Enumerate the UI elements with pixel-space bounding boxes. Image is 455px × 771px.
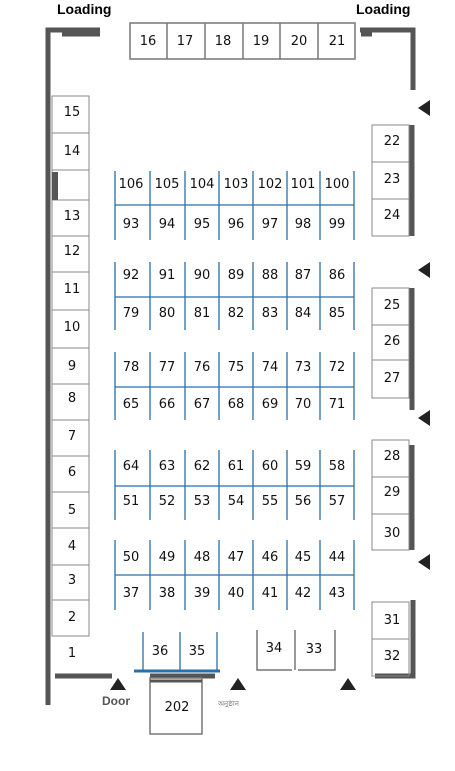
booth-98[interactable]: 98: [294, 217, 312, 232]
entrance-small-label: অনুষ্ঠান: [218, 700, 240, 708]
booth-39[interactable]: 39: [193, 586, 211, 601]
booth-57[interactable]: 57: [328, 494, 346, 509]
booth-10[interactable]: 10: [63, 320, 81, 335]
booth-54[interactable]: 54: [227, 494, 245, 509]
booth-32[interactable]: 32: [383, 649, 401, 664]
booth-58[interactable]: 58: [328, 459, 346, 474]
booth-101[interactable]: 101: [290, 177, 316, 192]
booth-87[interactable]: 87: [294, 268, 312, 283]
booth-24[interactable]: 24: [383, 208, 401, 223]
booth-100[interactable]: 100: [324, 177, 350, 192]
booth-14[interactable]: 14: [63, 144, 81, 159]
booth-27[interactable]: 27: [383, 371, 401, 386]
booth-42[interactable]: 42: [294, 586, 312, 601]
booth-34[interactable]: 34: [265, 641, 283, 656]
booth-76[interactable]: 76: [193, 360, 211, 375]
booth-16[interactable]: 16: [139, 34, 157, 49]
booth-22[interactable]: 22: [383, 134, 401, 149]
booth-63[interactable]: 63: [158, 459, 176, 474]
booth-52[interactable]: 52: [158, 494, 176, 509]
booth-88[interactable]: 88: [261, 268, 279, 283]
booth-82[interactable]: 82: [227, 306, 245, 321]
booth-28[interactable]: 28: [383, 449, 401, 464]
booth-51[interactable]: 51: [122, 494, 140, 509]
booth-8[interactable]: 8: [67, 391, 77, 406]
booth-69[interactable]: 69: [261, 397, 279, 412]
loading-label-right: Loading: [356, 1, 411, 17]
booth-18[interactable]: 18: [214, 34, 232, 49]
booth-61[interactable]: 61: [227, 459, 245, 474]
booth-3[interactable]: 3: [67, 573, 77, 588]
booth-60[interactable]: 60: [261, 459, 279, 474]
booth-23[interactable]: 23: [383, 172, 401, 187]
booth-55[interactable]: 55: [261, 494, 279, 509]
booth-49[interactable]: 49: [158, 550, 176, 565]
booth-103[interactable]: 103: [223, 177, 249, 192]
booth-95[interactable]: 95: [193, 217, 211, 232]
booth-59[interactable]: 59: [294, 459, 312, 474]
booth-5[interactable]: 5: [67, 503, 77, 518]
booth-9[interactable]: 9: [67, 359, 77, 374]
booth-80[interactable]: 80: [158, 306, 176, 321]
booth-85[interactable]: 85: [328, 306, 346, 321]
booth-106[interactable]: 106: [118, 177, 144, 192]
booth-56[interactable]: 56: [294, 494, 312, 509]
booth-29[interactable]: 29: [383, 485, 401, 500]
booth-74[interactable]: 74: [261, 360, 279, 375]
booth-19[interactable]: 19: [252, 34, 270, 49]
booth-47[interactable]: 47: [227, 550, 245, 565]
booth-73[interactable]: 73: [294, 360, 312, 375]
booth-81[interactable]: 81: [193, 306, 211, 321]
booth-78[interactable]: 78: [122, 360, 140, 375]
booth-4[interactable]: 4: [67, 539, 77, 554]
booth-64[interactable]: 64: [122, 459, 140, 474]
booth-97[interactable]: 97: [261, 217, 279, 232]
booth-25[interactable]: 25: [383, 298, 401, 313]
booth-35[interactable]: 35: [188, 644, 206, 659]
booth-202[interactable]: 202: [164, 700, 190, 715]
booth-46[interactable]: 46: [261, 550, 279, 565]
booth-84[interactable]: 84: [294, 306, 312, 321]
booth-90[interactable]: 90: [193, 268, 211, 283]
booth-12[interactable]: 12: [63, 244, 81, 259]
booth-70[interactable]: 70: [294, 397, 312, 412]
booth-31[interactable]: 31: [383, 613, 401, 628]
booth-83[interactable]: 83: [261, 306, 279, 321]
booth-38[interactable]: 38: [158, 586, 176, 601]
booth-43[interactable]: 43: [328, 586, 346, 601]
booth-53[interactable]: 53: [193, 494, 211, 509]
booth-93[interactable]: 93: [122, 217, 140, 232]
booth-91[interactable]: 91: [158, 268, 176, 283]
door-label: Door: [102, 694, 130, 708]
booth-79[interactable]: 79: [122, 306, 140, 321]
booth-105[interactable]: 105: [154, 177, 180, 192]
booth-2[interactable]: 2: [67, 610, 77, 625]
booth-33[interactable]: 33: [305, 642, 323, 657]
booth-92[interactable]: 92: [122, 268, 140, 283]
booth-40[interactable]: 40: [227, 586, 245, 601]
booth-68[interactable]: 68: [227, 397, 245, 412]
booth-1[interactable]: 1: [67, 646, 77, 661]
booth-99[interactable]: 99: [328, 217, 346, 232]
booth-102[interactable]: 102: [257, 177, 283, 192]
booth-66[interactable]: 66: [158, 397, 176, 412]
booth-50[interactable]: 50: [122, 550, 140, 565]
booth-67[interactable]: 67: [193, 397, 211, 412]
booth-75[interactable]: 75: [227, 360, 245, 375]
booth-41[interactable]: 41: [261, 586, 279, 601]
booth-48[interactable]: 48: [193, 550, 211, 565]
booth-20[interactable]: 20: [290, 34, 308, 49]
booth-37[interactable]: 37: [122, 586, 140, 601]
booth-89[interactable]: 89: [227, 268, 245, 283]
booth-71[interactable]: 71: [328, 397, 346, 412]
booth-72[interactable]: 72: [328, 360, 346, 375]
booth-62[interactable]: 62: [193, 459, 211, 474]
booth-44[interactable]: 44: [328, 550, 346, 565]
booth-30[interactable]: 30: [383, 526, 401, 541]
booth-94[interactable]: 94: [158, 217, 176, 232]
booth-45[interactable]: 45: [294, 550, 312, 565]
booth-104[interactable]: 104: [189, 177, 215, 192]
booth-86[interactable]: 86: [328, 268, 346, 283]
booth-7[interactable]: 7: [67, 429, 77, 444]
booth-6[interactable]: 6: [67, 465, 77, 480]
booth-65[interactable]: 65: [122, 397, 140, 412]
booth-36[interactable]: 36: [151, 644, 169, 659]
loading-label-left: Loading: [57, 1, 112, 17]
booth-13[interactable]: 13: [63, 209, 81, 224]
booth-77[interactable]: 77: [158, 360, 176, 375]
booth-17[interactable]: 17: [176, 34, 194, 49]
booth-21[interactable]: 21: [328, 34, 346, 49]
booth-15[interactable]: 15: [63, 105, 81, 120]
booth-11[interactable]: 11: [63, 282, 81, 297]
booth-26[interactable]: 26: [383, 334, 401, 349]
booth-96[interactable]: 96: [227, 217, 245, 232]
